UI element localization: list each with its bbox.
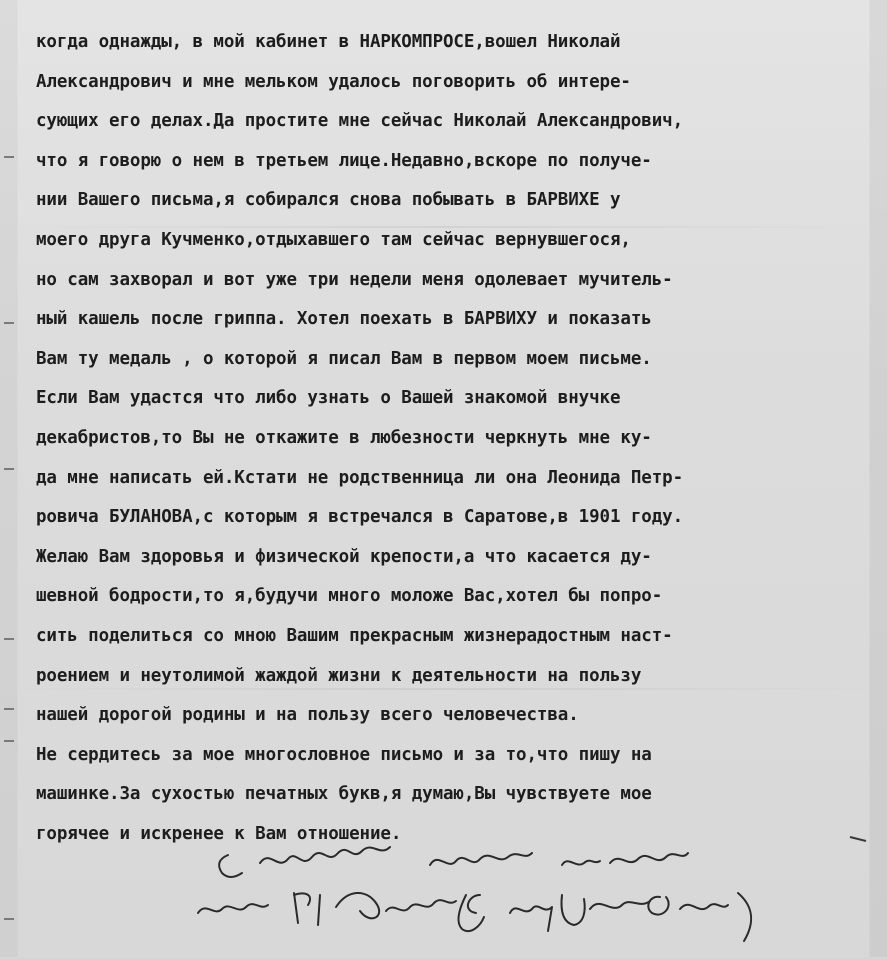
margin-marks [0, 0, 20, 957]
text-line: Не сердитесь за мое многословное письмо и за то,что пишу на [36, 744, 652, 765]
text-line: сить поделиться со мною Вашим прекрасным жизнерадостным наст- [36, 625, 673, 646]
text-line: Желаю Вам здоровья и физической крепости,а что касается ду- [36, 546, 652, 567]
text-line: сующих его делах.Да простите мне сейчас Николай Александрович, [36, 111, 684, 132]
text-line: нии Вашего письма,я собирался снова побывать в БАРВИХЕ у [36, 190, 621, 211]
text-line: но сам захворал и вот уже три недели меня одолевает мучитель- [36, 269, 673, 290]
text-line: что я говорю о нем в третьем лице.Недавно,вскоре по получе- [36, 150, 652, 171]
text-line: Если Вам удастся что либо узнать о Вашей знакомой внучке [36, 388, 621, 409]
letter-body [36, 23, 866, 854]
text-line: нашей дорогой родины и на пользу всего человечества. [36, 705, 579, 726]
handwritten-signature [190, 835, 880, 955]
text-line: шевной бодрости,то я,будучи много моложе Вас,хотел бы попро- [36, 586, 663, 607]
text-line: когда однажды, в мой кабинет в НАРКОМПРОСЕ,вошел Николай [36, 32, 621, 52]
text-line: Вам ту медаль , о которой я писал Вам в первом моем письме. [36, 348, 652, 369]
text-line: декабристов,то Вы не откажите в любезности черкнуть мне ку- [36, 427, 652, 448]
text-line: ровича БУЛАНОВА,с которым я встречался в Саратове,в 1901 году. [36, 507, 684, 528]
text-line: роением и неутолимой жаждой жизни к деятельности на пользу [36, 665, 642, 686]
text-line: машинке.За сухостью печатных букв,я думаю,Вы чувствуете мое [36, 784, 652, 805]
text-line: ный кашель после гриппа. Хотел поехать в БАРВИХУ и показать [36, 309, 652, 330]
text-line: моего друга Кучменко,отдыхавшего там сейчас вернувшегося, [36, 229, 631, 250]
text-line: горячее и искренее к Вам отношение. [36, 823, 402, 844]
text-line: Александрович и мне мельком удалось поговорить об интере- [36, 71, 631, 92]
text-line: да мне написать ей.Кстати не родственница ли она Леонида Петр- [36, 467, 684, 488]
